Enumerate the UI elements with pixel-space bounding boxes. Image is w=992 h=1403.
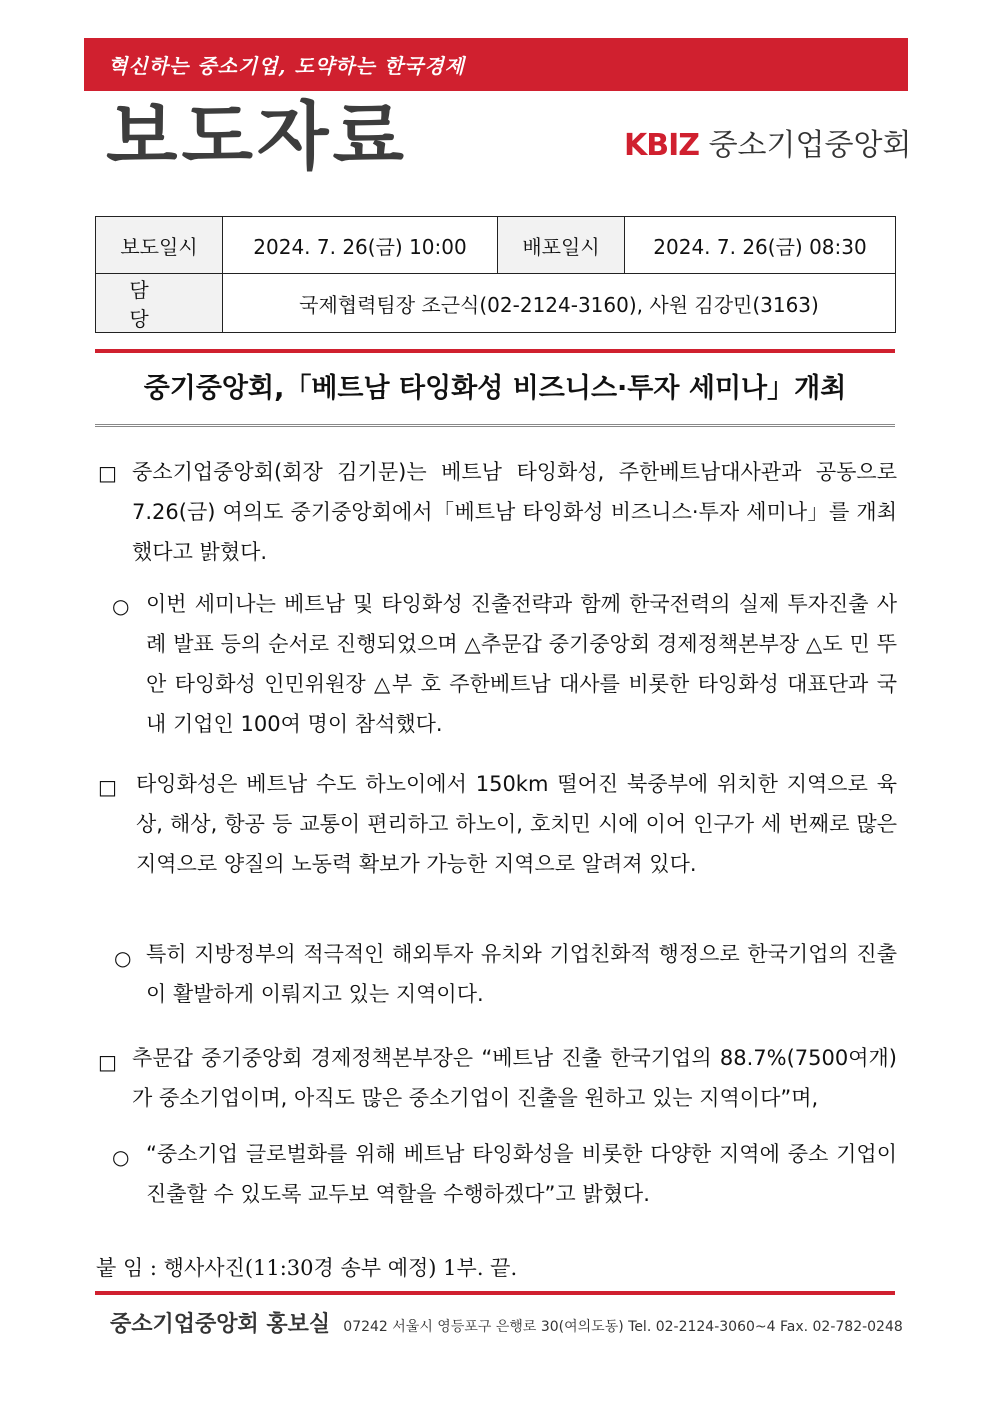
release-label: 보도일시 [96,217,223,274]
paragraph-2: 타잉화성은 베트남 수도 하노이에서 150km 떨어진 북중부에 위치한 지역으로 육상, 해상, 항공 등 교통이 편리하고 하노이, 호치민 시에 이어 인구가 세 번째로 많은 지역으로 양질의 노동력 확보가 가능한 지역으로 알려져 있다. [136,772,897,876]
circle-bullet: ○ [114,946,132,970]
slogan-text: 혁신하는 중소기업, 도약하는 한국경제 [108,54,465,78]
slogan-banner [84,38,908,91]
footer-address: 07242 서울시 영등포구 은행로 30(여의도동) Tel. 02-2124-3060~4 Fax. 02-782-0248 [343,1319,903,1335]
attachment-note: 붙 임 : 행사사진(11:30경 송부 예정) 1부. 끝. [96,1256,518,1280]
logo-mark: KBIZ [624,128,700,163]
headline: 중기중앙회,「베트남 타잉화성 비즈니스·투자 세미나」개최 [143,373,847,404]
paragraph-1a: 이번 세미나는 베트남 및 타잉화성 진출전략과 함께 한국전력의 실제 투자진출 사례 발표 등의 순서로 진행되었으며 △추문갑 중기중앙회 경제정책본부장 △도 민 뚜안 타잉화성 인민위원장 △부 호 주한베트남 대사를 비롯한 타잉화성 대표단과 국내 기업인 100여 명이 참석했다. [146,592,897,736]
headline-top-rule [95,349,895,353]
paragraph-3a: “중소기업 글로벌화를 위해 베트남 타잉화성을 비롯한 다양한 지역에 중소 기업이 진출할 수 있도록 교두보 역할을 수행하겠다”고 밝혔다. [146,1142,897,1206]
distribute-value: 2024. 7. 26(금) 08:30 [625,217,896,274]
footer [110,1307,903,1338]
paragraph-2a: 특히 지방정부의 적극적인 해외투자 유치와 기업친화적 행정으로 한국기업의 진출이 활발하게 이뤄지고 있는 지역이다. [146,942,897,1006]
contact-label: 담 당 [96,274,223,333]
square-bullet: □ [98,1050,117,1074]
release-info-table [95,216,896,333]
paragraph-1: 중소기업중앙회(회장 김기문)는 베트남 타잉화성, 주한베트남대사관과 공동으로 7.26(금) 여의도 중기중앙회에서「베트남 타잉화성 비즈니스·투자 세미나」를 개최했다고 밝혔다. [132,460,897,564]
logo-text: 중소기업중앙회 [708,128,912,163]
distribute-label: 배포일시 [498,217,625,274]
square-bullet: □ [98,775,117,799]
headline-bottom-rule [95,424,895,427]
release-value: 2024. 7. 26(금) 10:00 [223,217,498,274]
kbiz-logo [624,120,911,164]
paragraph-3: 추문갑 중기중앙회 경제정책본부장은 “베트남 진출 한국기업의 88.7%(7500여개)가 중소기업이며, 아직도 많은 중소기업이 진출을 원하고 있는 지역이다”며, [132,1046,897,1110]
square-bullet: □ [98,461,117,485]
contact-value: 국제협력팀장 조근식(02-2124-3160), 사원 김강민(3163) [223,274,896,333]
circle-bullet: ○ [112,594,130,618]
footer-org: 중소기업중앙회 홍보실 [110,1312,331,1337]
footer-rule [95,1291,895,1295]
circle-bullet: ○ [112,1145,130,1169]
page-title: 보도자료 [106,94,408,180]
